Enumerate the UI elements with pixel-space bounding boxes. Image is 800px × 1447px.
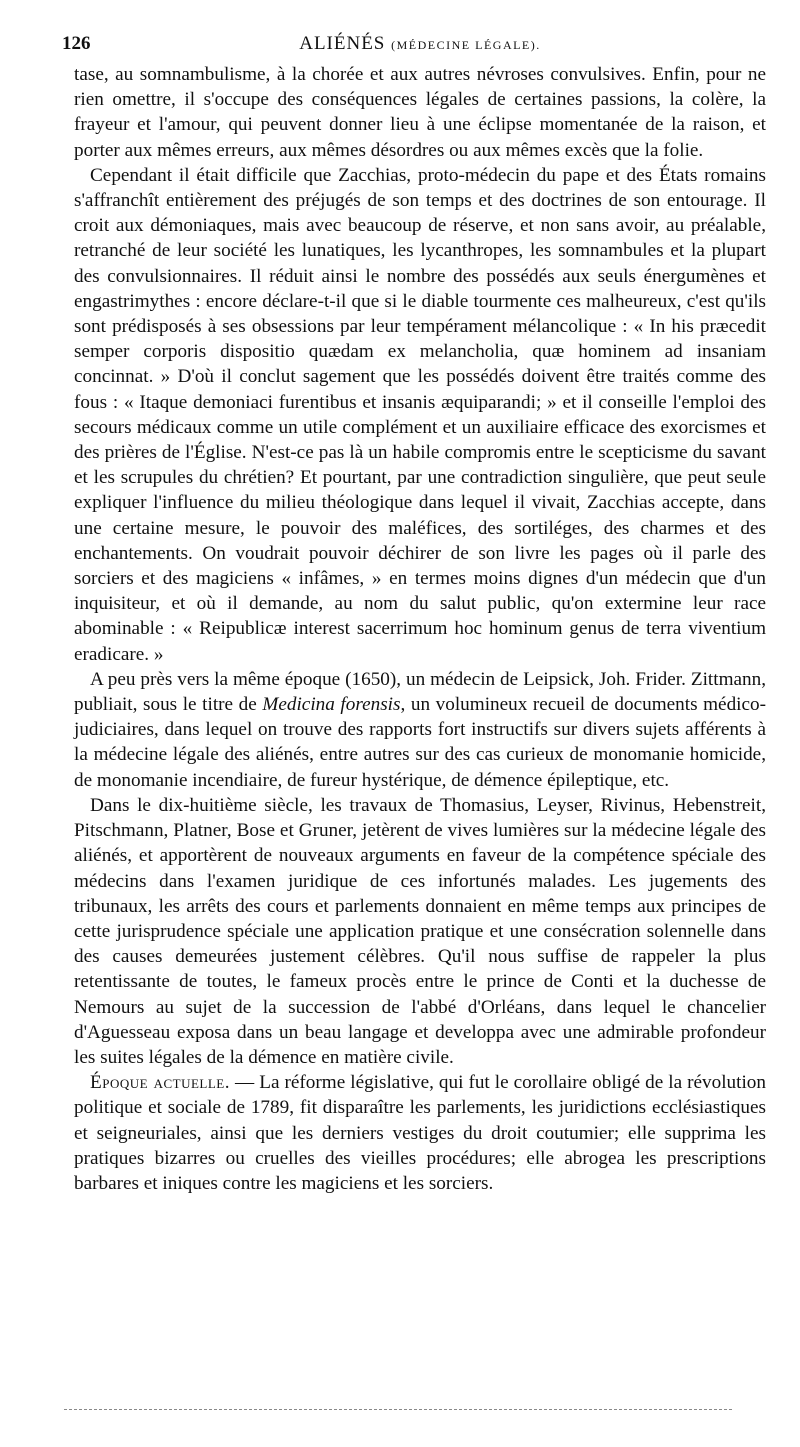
section-heading-epoque-actuelle: Époque actuelle.	[90, 1072, 231, 1094]
zittmann-text-after: , un volumineux recueil de documents médico-judiciaires, dans lequel on trouve des rapports fort instructifs sur divers sujets afférents à la médecine légale des aliénés, entre autres sur des cas curieux de monomanie homicide, de monomanie incendiaire, de fureur hystérique, de démence épileptique, etc.	[74, 694, 766, 791]
paragraph-zacchias: Cependant il était difficile que Zacchias, proto-médecin du pape et des États romains s'affranchît entièrement des préjugés de son temps et des doctrines de son entourage. Il croit aux démoniaques, mais avec beaucoup de réserve, et non sans avoir, au préalable, retranché de leur société les lunatiques, les lycanthropes, les somnambules et la plupart des convulsionnaires. Il réduit ainsi le nombre des possédés aux seuls énergumènes et engastrimythes : encore déclare-t-il que si le diable tourmente ces malheureux, c'est qu'ils sont prédisposés à ses obsessions par leur tempérament mélancolique : « In his præcedit semper corporis dispositio quædam ex melancholia, quæ hominem ad insaniam concinnat. » D'où il conclut sagement que les possédés doivent être traités comme des fous : « Itaque demoniaci furentibus et insanis æquiparandi; » et il conseille l'emploi des secours médicaux comme un utile complément et un auxiliaire efficace des exorcismes et des prières de l'Église. N'est-ce pas là un habile compromis entre le scepticisme du savant et les scrupules du chrétien? Et pourtant, par une contradiction singulière, que peut seule expliquer l'influence du milieu théologique dans lequel il vivait, Zacchias accepte, dans une certaine mesure, le pouvoir des maléfices, des sortiléges, des charmes et des enchantements. On voudrait pouvoir déchirer de son livre les pages où il parle des sorciers et des magiciens « infâmes, » en termes moins dignes d'un médecin que d'un inquisiteur, et où il demande, au nom du salut public, qu'on extermine leur race abominable : « Reipublicæ interest sacerrimum hoc hominum genus de terra viventium eradicare. »	[74, 164, 766, 665]
running-title-main: ALIÉNÉS	[299, 33, 386, 54]
running-header	[62, 32, 766, 62]
body-text	[74, 62, 766, 1196]
paragraph-zittmann	[74, 667, 766, 793]
page-number: 126	[62, 33, 91, 54]
paragraph-eighteenth-century: Dans le dix-huitième siècle, les travaux de Thomasius, Leyser, Rivinus, Hebenstreit, Pitschmann, Platner, Bose et Gruner, jetèrent de vives lumières sur la médecine légale des aliénés, et apportèrent de nouveaux arguments en faveur de la compétence spéciale des médecins dans l'examen juridique de ces infortunés malades. Les jugements des tribunaux, les arrêts des cours et parlements donnaient en même temps aux principes de cette jurisprudence spéciale une application pratique et une consécration solennelle dans des causes demeurées justement célèbres. Qu'il nous suffise de rappeler la plus retentissante de toutes, le fameux procès entre le prince de Conti et la duchesse de Nemours au sujet de la succession de l'abbé d'Orléans, dans lequel le chancelier d'Aguesseau exposa dans un beau langage et developpa avec une admirable profondeur les suites légales de la démence en matière civile.	[74, 794, 766, 1068]
footer-rule	[64, 1409, 732, 1410]
zittmann-text-before: A peu près vers la même époque (1650), un médecin de Leipsick, Joh. Frider. Zittmann, publiait, sous le titre de	[74, 668, 766, 716]
paragraph-epoque-actuelle	[74, 1070, 766, 1196]
epoque-actuelle-text: — La réforme législative, qui fut le corollaire obligé de la révolution politique et sociale de 1789, fit disparaître les parlements, les juridictions ecclésiastiques et seigneuriales, ainsi que les derniers vestiges du droit coutumier; elle supprima les pratiques bizarres ou cruelles des vieilles procédures; elle abrogea les prescriptions barbares et iniques contre les magiciens et les sorciers.	[74, 1072, 766, 1194]
paragraph-continuation: tase, au somnambulisme, à la chorée et aux autres névroses convulsives. Enfin, pour ne rien omettre, il s'occupe des conséquences légales de certaines passions, la colère, la frayeur et l'amour, qui peuvent donner lieu à une éclipse momentanée de la raison, et porter aux mêmes erreurs, aux mêmes désordres ou aux mêmes excès que la folie.	[74, 64, 766, 161]
running-title-sub: (MÉDECINE LÉGALE).	[391, 38, 541, 52]
book-page	[62, 32, 766, 1196]
running-title	[74, 32, 766, 57]
book-title-medicina-forensis: Medicina forensis	[262, 694, 401, 716]
